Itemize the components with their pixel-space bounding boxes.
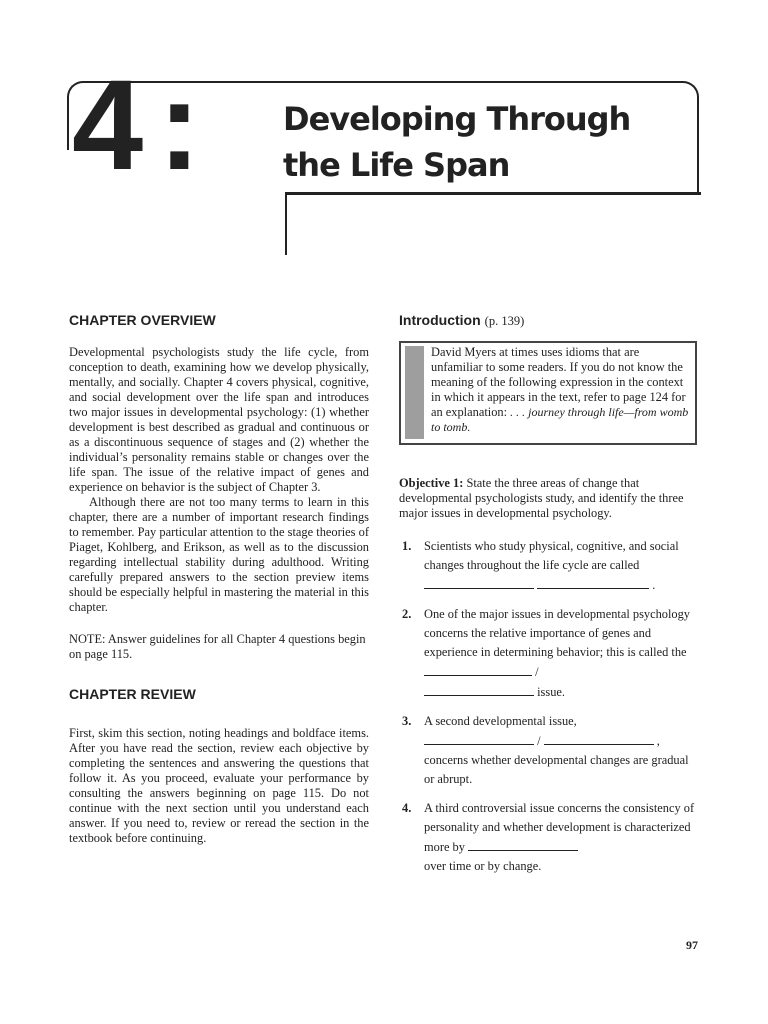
question-tail: issue.: [537, 685, 565, 699]
question-text: Scientists who study physical, cognitive, and social changes throughout the life cycle are called: [424, 539, 679, 572]
answer-blank[interactable]: [424, 575, 534, 589]
idiom-box-bar: [405, 346, 424, 439]
question-number: 4.: [402, 801, 412, 815]
question-text: A second developmental issue,: [424, 714, 577, 728]
chapter-title: [283, 96, 683, 188]
chapter-number: 4: [72, 54, 142, 197]
answer-blank[interactable]: [544, 731, 654, 745]
objective-label: Objective 1:: [399, 476, 464, 490]
introduction-heading: Introduction: [399, 312, 481, 328]
question-comma: ,: [656, 734, 660, 748]
answer-blank[interactable]: [424, 731, 534, 745]
header-rule: [285, 192, 701, 195]
header-frame-gap: [66, 150, 70, 200]
idiom-box: [399, 341, 697, 445]
answer-blank[interactable]: [537, 575, 649, 589]
answer-blank[interactable]: [424, 682, 534, 696]
answer-blank[interactable]: [424, 662, 532, 676]
overview-paragraph-2: Although there are not too many terms to learn in this chapter, there are a number of important research findings to remember. Pay particular attention to the stage theories of Piaget, Kohlberg, and Erikson, as well as to the discussion regarding intellectual stability during adulthood. Writing carefully prepared answers to the section preview items should be especially helpful in mastering the material in this chapter.: [69, 495, 369, 614]
review-paragraph: First, skim this section, noting headings and boldface items. After you have read the section, review each objective by completing the sentences and answering the questions that follow it. As you proceed, evaluate your performance by consulting the answers beginning on page 115. Do not continue with the next section until you understand each answer. If you need to, review or reread the section in the textbook before continuing.: [69, 726, 369, 845]
question-item: [399, 605, 701, 702]
idiom-instructions: David Myers at times uses idioms that are unfamiliar to some readers. If you do not know the meaning of the following expression in the context in which it appears in the text, refer to page 124 for an explanation:: [431, 345, 686, 419]
question-number: 2.: [402, 607, 412, 621]
page-number: 97: [686, 938, 698, 952]
idiom-text: [431, 345, 689, 435]
header-vertical-rule: [285, 192, 287, 255]
answer-guidelines-note: NOTE: Answer guidelines for all Chapter 4 questions begin on page 115.: [69, 632, 366, 661]
question-tail: over time or by change.: [424, 859, 542, 873]
overview-paragraph-1: Developmental psychologists study the life cycle, from conception to death, examining how we develop physically, mentally, and socially. Chapter 4 covers physical, cognitive, and social development over the life span and introduces two major issues in developmental psychology: (1) whether development is best described as gradual and continuous or as a discontinuous sequence of stages and (2) whether the individual’s personality remains stable or changes over the life span. The issue of the relative impact of genes and experience on behavior is the subject of Chapter 3.: [69, 345, 369, 494]
introduction-page-ref: (p. 139): [484, 314, 525, 328]
question-slash: /: [537, 734, 541, 748]
chapter-colon: :: [158, 54, 201, 197]
question-number: 3.: [402, 714, 412, 728]
question-item: [399, 712, 701, 789]
chapter-title-line-2: the Life Span: [283, 146, 510, 184]
question-text: One of the major issues in developmental psychology concerns the relative importance of genes and experience in determining behavior; this is called the: [424, 607, 690, 659]
objective-1: [399, 476, 701, 521]
question-tail: concerns whether developmental changes are gradual or abrupt.: [424, 753, 689, 786]
idiom-phrase: . . . journey through life—from womb to tomb.: [431, 405, 689, 434]
question-text: A third controversial issue concerns the consistency of personality and whether development is characterized more by: [424, 801, 695, 854]
question-period: .: [652, 578, 656, 592]
objective-text: State the three areas of change that developmental psychologists study, and identify the three major issues in developmental psychology.: [399, 476, 684, 520]
question-item: [399, 799, 701, 876]
left-column: [69, 312, 369, 846]
question-list: [399, 537, 701, 876]
chapter-review-heading: CHAPTER REVIEW: [69, 686, 196, 702]
chapter-title-line-1: Developing Through: [283, 100, 631, 138]
introduction-heading-row: [399, 312, 701, 329]
answer-blank[interactable]: [468, 837, 578, 851]
question-slash: /: [535, 665, 539, 679]
question-item: [399, 537, 701, 595]
chapter-overview-heading: CHAPTER OVERVIEW: [69, 312, 216, 328]
question-number: 1.: [402, 539, 412, 553]
right-column: [399, 312, 701, 886]
